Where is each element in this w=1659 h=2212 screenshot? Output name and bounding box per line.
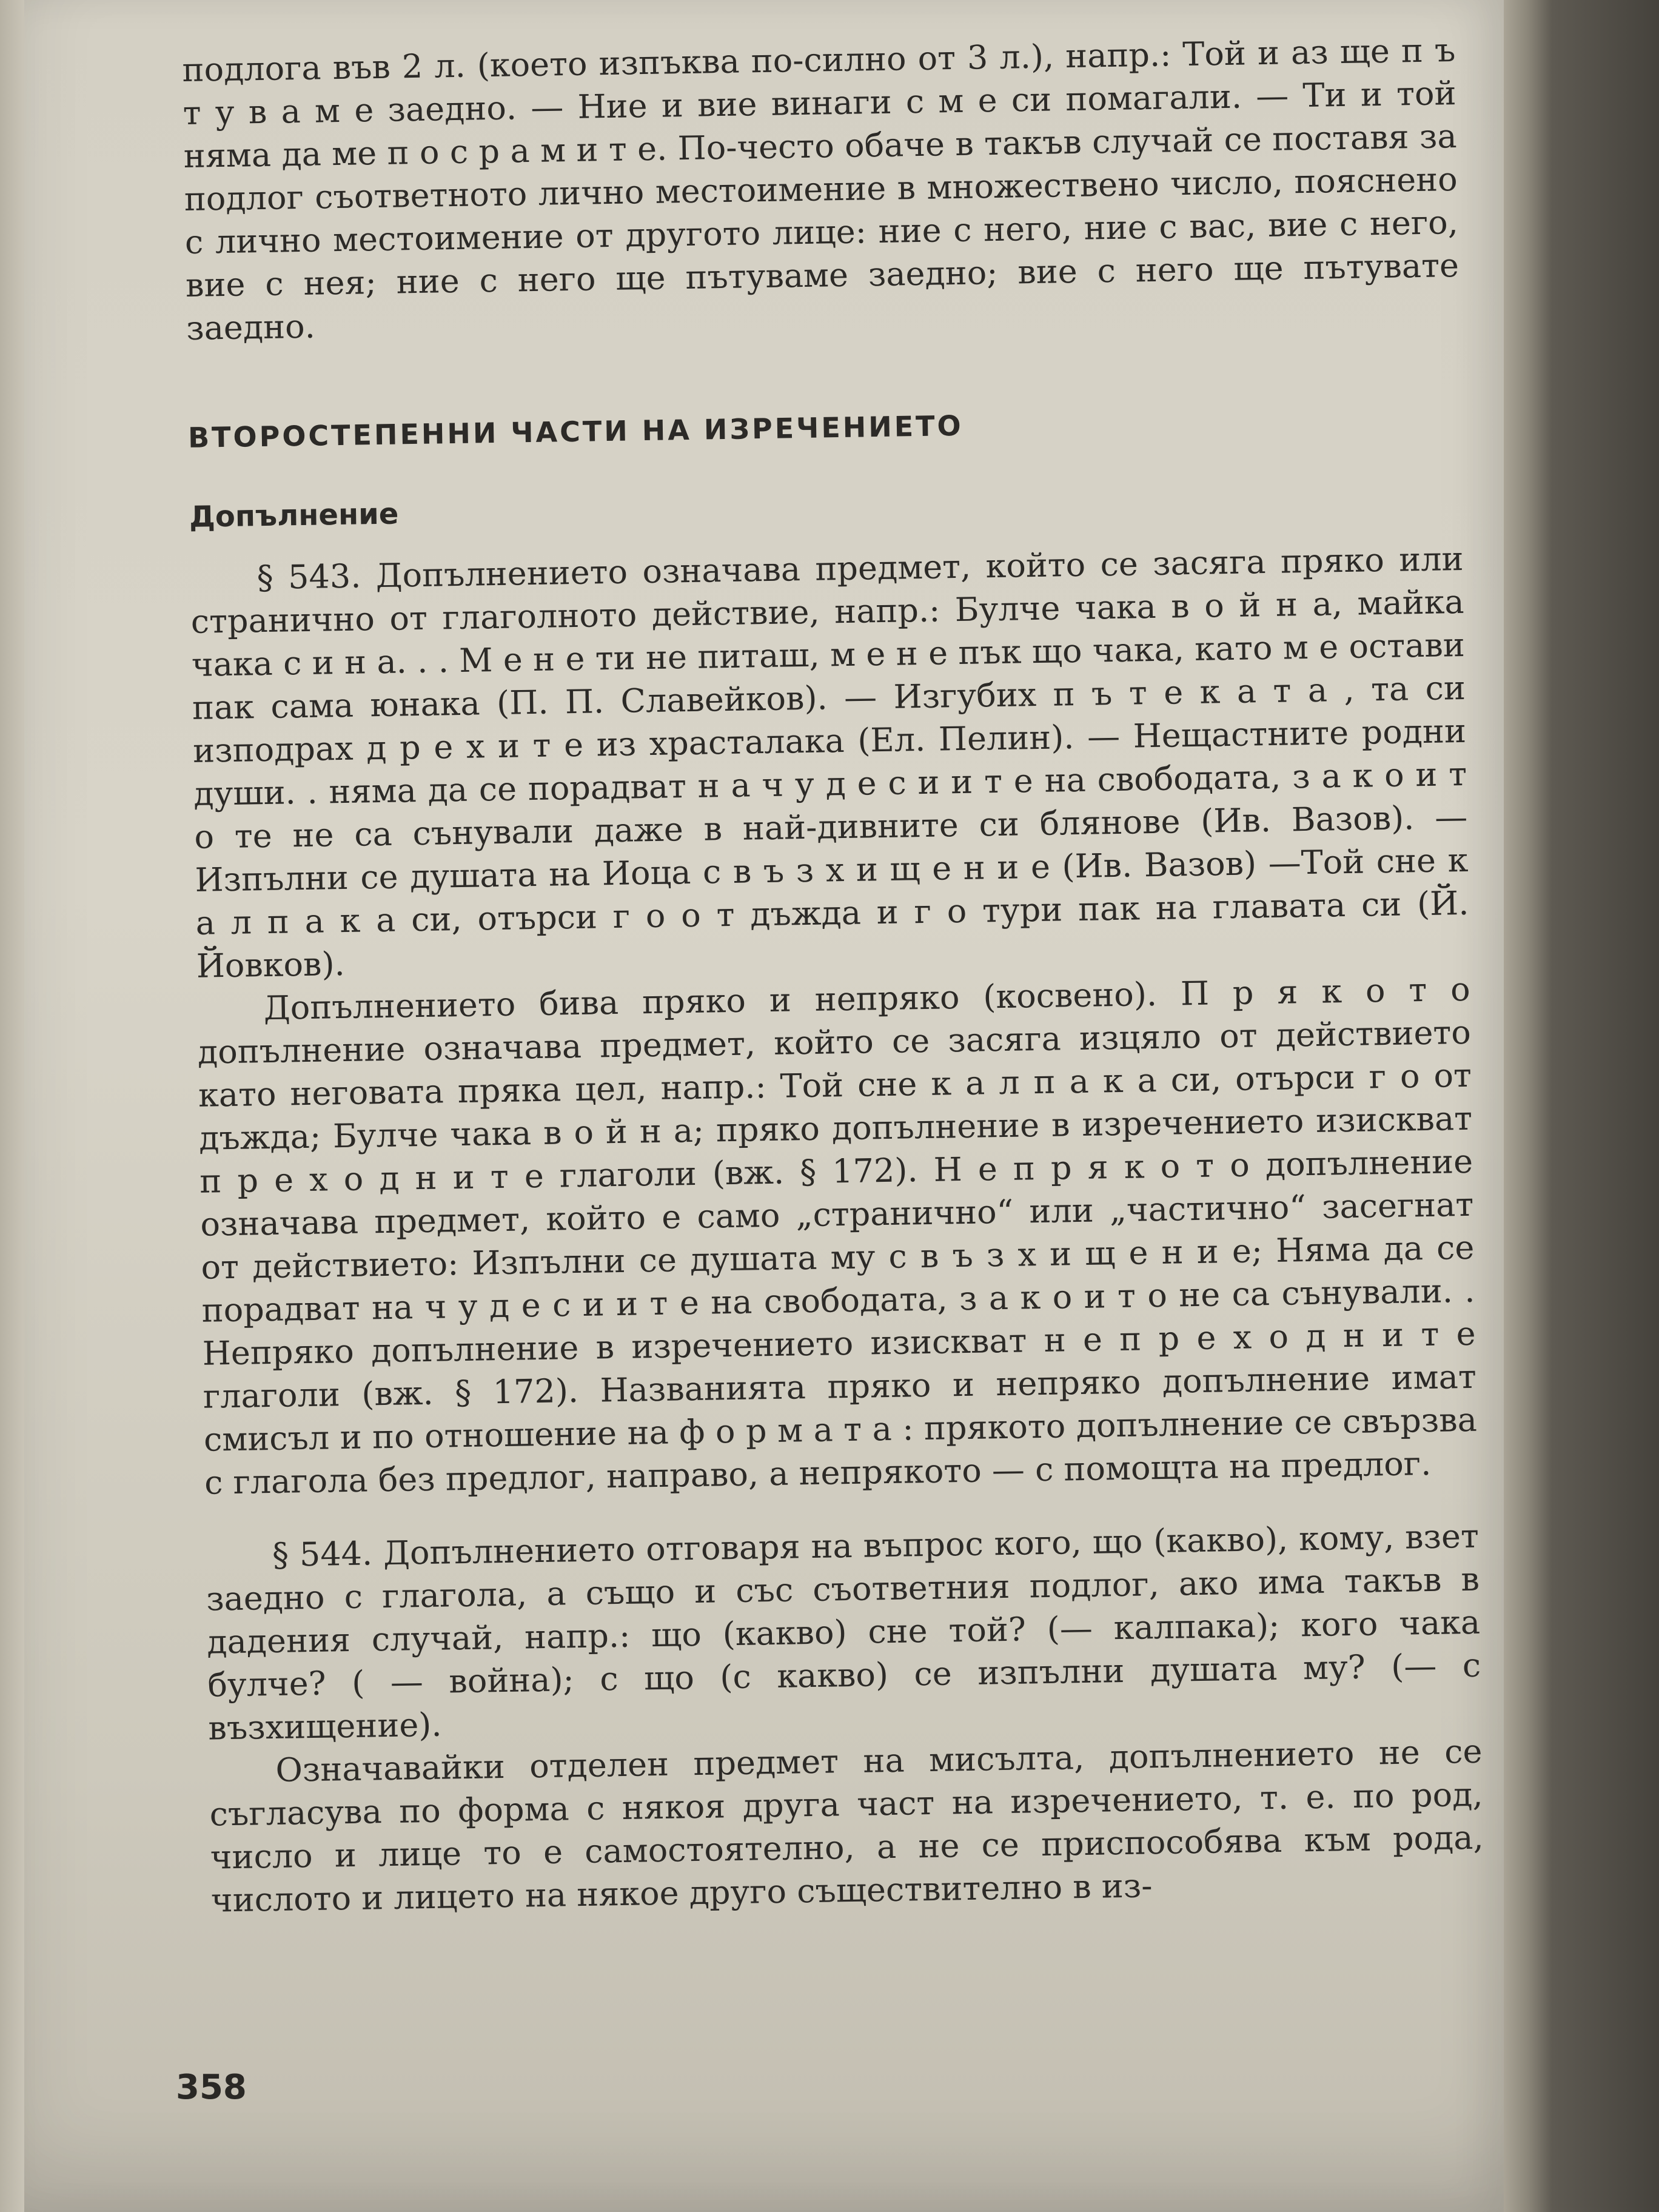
page-text-column [182, 28, 1484, 1922]
paragraph-544-agreement: Означавайки отделен предмет на мисълта, допълнението не се съгласува по форма с някоя друга част на изречението, т. е. по род, число и лице то е самостоятелно, а не се приспособява към рода, числото и лицето на някое друго съществително в из- [209, 1732, 1484, 1920]
subsection-title: Допълнение [189, 497, 399, 534]
paragraph-544: § 544. Допълнението отговаря на въпрос кого, що (какво), кому, взет заедно с глагола, а също и със съответния подлог, ако има такъв в дадения случай, напр.: що (какво) сне той? (— калпака); кого чака булче? ( — война); с що (с какво) се изпълни душата му? (— с възхищение). [206, 1517, 1481, 1748]
paragraph-543-types: Допълнението бива пряко и непряко (косвено). П р я к о т о допълнение означава предмет, който се засяга изцяло от действието като неговата пряка цел, напр.: Той сне к а л п а к а си, отърси г о от дъжда; Булче чака в о й н а; пряко допълнение в изречението изискват п р е х о д н и т е глаголи (вж. § 172). Н е п р я к о т о допълнение означава предмет, който е само „странично“ или „частично“ засегнат от действието: Изпълни се душата му с в ъ з х и щ е н и е; Няма да се порадват на ч у д е с и и т е на свободата, з а к о и т о не са сънували. . Непряко допълнение в изречението изискват н е п р е х о д н и т е глаголи (вж. § 172). Названията пряко и непряко допълнение имат смисъл и по отношение на ф о р м а т а : прякото допълнение се свързва с глагола без предлог, направо, а непрякото — с помощта на предлог. [197, 970, 1478, 1502]
paragraph-543: § 543. Допълнението означава предмет, който се засяга пряко или странично от глаголното действие, напр.: Булче чака в о й н а, майка чака с и н а. . . М е н е ти не питаш, м е н е пък що чака, като м е остави пак сама юнака (П. П. Славейков). — Изгубих п ъ т е к а т а , та си изподрах д р е х и т е из храсталака (Ел. Пелин). — Нещастните родни души. . няма да се порадват н а ч у д е с и и т е на свободата, з а к о и т о те не са сънували даже в най-дивните си блянове (Ив. Вазов). — Изпълни се душата на Иоца с в ъ з х и щ е н и е (Ив. Вазов) —Той сне к а л п а к а си, отърси г о о т дъжда и г о тури пак на главата си (Й. Йовков). [190, 539, 1469, 985]
page-number: 358 [176, 2068, 247, 2107]
top-paragraph: подлога във 2 л. (което изпъква по-силно от 3 л.), напр.: Той и аз ще п ъ т у в а м е заедно. — Ние и вие винаги с м е си помагали. — Ти и той няма да ме п о с р а м и т е. По-често обаче в такъв случай се поставя за подлог съответното лично местоимение в множествено число, пояснено с лично местоимение от другото лице: ние с него, ние с вас, вие с него, вие с нея; ние с него ще пътуваме заедно; вие с него ще пътувате заедно. [182, 31, 1460, 347]
section-title: ВТОРОСТЕПЕННИ ЧАСТИ НА ИЗРЕЧЕНИЕТО [187, 409, 964, 454]
